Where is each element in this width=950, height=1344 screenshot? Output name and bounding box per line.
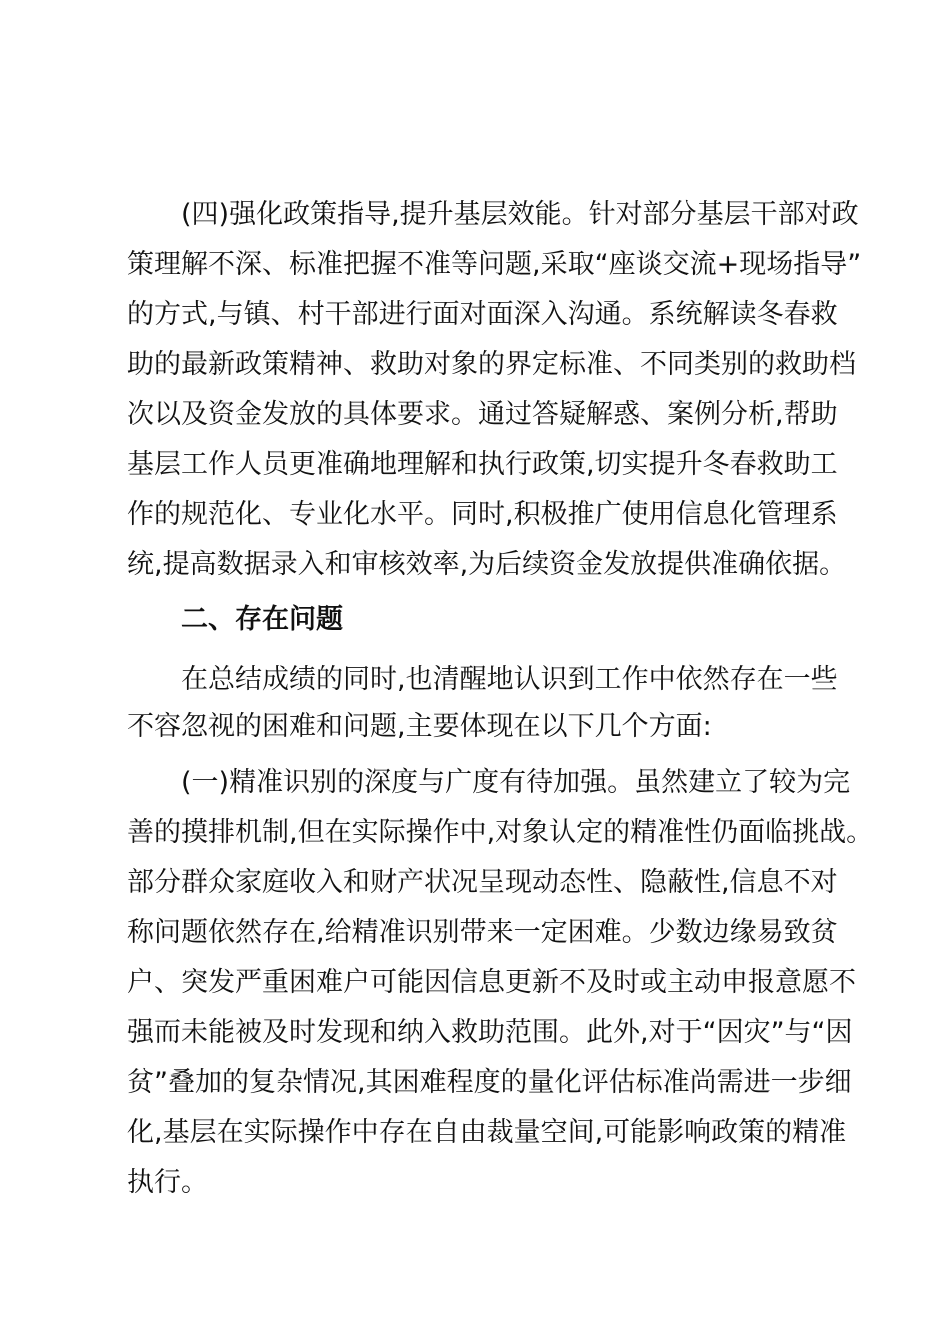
text-line: 执行。 bbox=[127, 1167, 208, 1198]
text-line: 作的规范化、专业化水平。同时,积极推广使用信息化管理系 bbox=[127, 499, 838, 530]
section-heading: 二、存在问题 bbox=[181, 604, 343, 635]
text-line: (四)强化政策指导,提升基层效能。针对部分基层干部对政 bbox=[181, 199, 859, 230]
text-line: 次以及资金发放的具体要求。通过答疑解惑、案例分析,帮助 bbox=[127, 399, 838, 430]
section-heading-block bbox=[127, 595, 827, 645]
text-line: 不容忽视的困难和问题,主要体现在以下几个方面: bbox=[127, 711, 712, 742]
text-line: 助的最新政策精神、救助对象的界定标准、不同类别的救助档 bbox=[127, 349, 856, 380]
text-line: 统,提高数据录入和审核效率,为后续资金发放提供准确依据。 bbox=[127, 549, 847, 580]
text-line: 户、突发严重困难户可能因信息更新不及时或主动申报意愿不 bbox=[127, 967, 856, 998]
text-line: 强而未能被及时发现和纳入救助范围。此外,对于“因灾”与“因 bbox=[127, 1017, 853, 1048]
text-line: 化,基层在实际操作中存在自由裁量空间,可能影响政策的精准 bbox=[127, 1117, 847, 1148]
paragraph-intro-problems bbox=[127, 655, 838, 752]
text-line: (一)精准识别的深度与广度有待加强。虽然建立了较为完 bbox=[181, 767, 851, 798]
text-line: 策理解不深、标准把握不准等问题,采取“座谈交流+现场指导” bbox=[127, 249, 862, 280]
text-line: 部分群众家庭收入和财产状况呈现动态性、隐蔽性,信息不对 bbox=[127, 867, 838, 898]
text-line: 基层工作人员更准确地理解和执行政策,切实提升冬春救助工 bbox=[127, 449, 838, 480]
text-line: 的方式,与镇、村干部进行面对面深入沟通。系统解读冬春救 bbox=[127, 299, 838, 330]
paragraph-policy-guidance bbox=[127, 190, 862, 590]
text-line: 贫”叠加的复杂情况,其困难程度的量化评估标准尚需进一步细 bbox=[127, 1067, 852, 1098]
text-line: 善的摸排机制,但在实际操作中,对象认定的精准性仍面临挑战。 bbox=[127, 817, 874, 848]
paragraph-precise-identification bbox=[127, 758, 874, 1208]
text-line: 称问题依然存在,给精准识别带来一定困难。少数边缘易致贫 bbox=[127, 917, 838, 948]
text-line: 在总结成绩的同时,也清醒地认识到工作中依然存在一些 bbox=[181, 664, 838, 695]
